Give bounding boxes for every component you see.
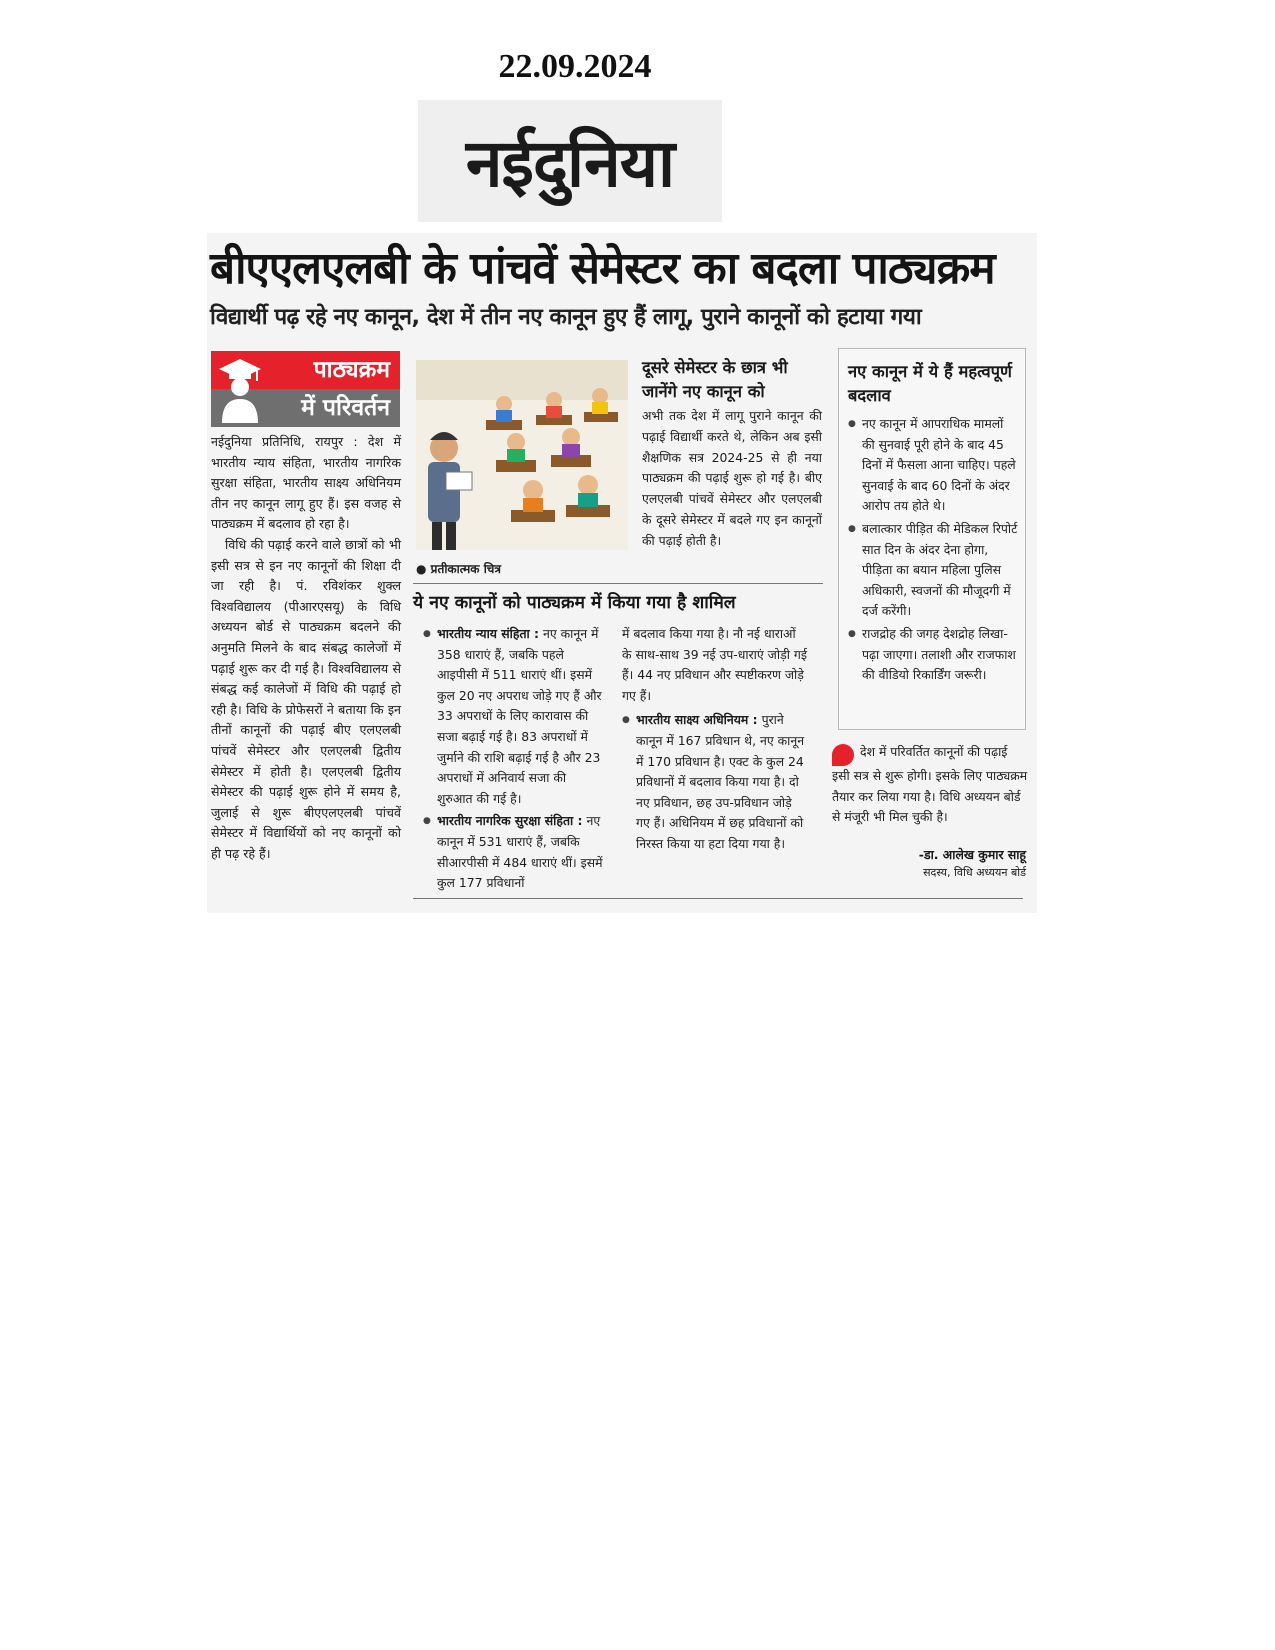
section-divider (413, 583, 823, 584)
masthead-logo-text: नईदुनिया (465, 125, 675, 202)
second-semester-body: अभी तक देश में लागू पुराने कानून की पढ़ाई विद्यार्थी करते थे, लेकिन अब इसी शैक्षणिक सत्र 2024-25 से ही नया पाठ्यक्रम की पढ़ाई शुरू हो गई है। बीए एलएलबी पांचवें सेमेस्टर और एलएलबी के दूसरे सेमेस्टर में बदले गए इन कानूनों की पढ़ाई होती है। (642, 408, 822, 548)
laws-column-left (423, 624, 605, 896)
list-item: ● राजद्रोह की जगह देशद्रोह लिखा-पढ़ा जाएगा। तलाशी और राजफाश की वीडियो रिकार्डिंग जरूरी। (848, 624, 1018, 686)
quote-text: देश में परिवर्तित कानूनों की पढ़ाई इसी सत्र से शुरू होगी। इसके लिए पाठ्यक्रम तैयार कर लिया गया है। विधि अध्ययन बोर्ड से मंजूरी भी मिल चुकी है। (832, 744, 1028, 825)
list-item: ● बलात्कार पीड़ित की मेडिकल रिपोर्ट सात दिन के अंदर देना होगा, पीड़िता का बयान महिला पुलिस अधिकारी, स्वजनों की मौजूदगी में दर्ज करेंगी। (848, 519, 1018, 622)
list-item: ● नए कानून में आपराधिक मामलों की सुनवाई पूरी होने के बाद 45 दिनों में फैसला आना चाहिए। पहले सुनवाई के बाद 60 दिनों के अंदर आरोप तय होते थे। (848, 414, 1018, 517)
sidebar-list (848, 414, 1018, 688)
laws-section-title: ये नए कानूनों को पाठ्यक्रम में किया गया है शामिल (413, 593, 736, 613)
article-headline: बीएएलएलबी के पांचवें सेमेस्टर का बदला पाठ्यक्रम (210, 243, 995, 294)
pull-quote (832, 742, 1028, 828)
list-item: ● भारतीय न्याय संहिता : नए कानून में 358 धाराएं हैं, जबकि पहले आइपीसी में 511 धाराएं थीं। इसमें कुल 20 नए अपराध जोड़े गए हैं और 33 अपराधों के लिए कारावास की सजा बढ़ाई गई है। 83 अपराधों में जुर्माने की राशि बढ़ाई गई है और 23 अपराधों में अनिवार्य सजा की शुरुआत की गई है। (423, 624, 605, 809)
article-subheadline: विद्यार्थी पढ़ रहे नए कानून, देश में तीन नए कानून हुए हैं लागू, पुराने कानूनों को हटाया गया (210, 304, 922, 330)
list-item-continuation: में बदलाव किया गया है। नौ नई धाराओं के साथ-साथ 39 नई उप-धाराएं जोड़ी गई हैं। 44 नए प्रविधान और स्पष्टीकरण जोड़े गए हैं। (622, 626, 807, 703)
graduate-icon (217, 355, 263, 423)
sidebar-title: नए कानून में ये हैं महत्वपूर्ण बदलाव (848, 362, 1012, 405)
quote-author-role: सदस्य, विधि अध्ययन बोर्ड (923, 866, 1026, 879)
page-date: 22.09.2024 (498, 48, 652, 85)
list-item: ● भारतीय साक्ष्य अधिनियम : पुराने कानून में 167 प्रविधान थे, नए कानून में 170 प्रविधान है। एक्ट के कुल 24 प्रविधानों में बदलाव किया गया है। दो नए प्रविधान, छह उप-प्रविधान जोड़े गए हैं। अधिनियम में छह प्रविधानों को निरस्त किया या हटा दिया गया है। (622, 710, 808, 854)
newspaper-masthead (418, 100, 722, 222)
main-article-column (211, 432, 401, 864)
section-tag-line1: पाठ्यक्रम (211, 351, 400, 389)
quote-author: -डा. आलेख कुमार साहू (918, 847, 1026, 862)
classroom-illustration (416, 360, 628, 550)
article-paragraph: नईदुनिया प्रतिनिधि, रायपुर : देश में भारतीय न्याय संहिता, भारतीय नागरिक सुरक्षा संहिता, भारतीय साक्ष्य अधिनियम तीन नए कानून लागू हुए हैं। इस वजह से पाठ्यक्रम में बदलाव हो रहा है। (211, 434, 401, 532)
photo-caption: ● प्रतीकात्मक चित्र (416, 562, 502, 576)
section-tag (211, 351, 400, 427)
article-paragraph: विधि की पढ़ाई करने वाले छात्रों को भी इसी सत्र से इन नए कानूनों की शिक्षा दी जा रही है। पं. रविशंकर शुक्ल विश्वविद्यालय (पीआरएसयू) के विधि अध्ययन बोर्ड से पाठ्यक्रम बदलने की अनुमति मिलने के बाद संबद्ध कालेजों में पढ़ाई शुरू कर दी गई है। विश्वविद्यालय से संबद्ध कई कालेजों में विधि की पढ़ाई हो रही है। विधि के प्रोफेसरों ने बताया कि इन तीनों कानूनों की पढ़ाई बीए एलएलबी पांचवें सेमेस्टर और एलएलबी द्वितीय सेमेस्टर में होती है। एलएलबी द्वितीय सेमेस्टर की पढ़ाई शुरू होने में समय है, जुलाई से शुरू बीएएलएलबी पांचवें सेमेस्टर में विद्यार्थियों को नए कानूनों को ही पढ़ रहे हैं। (211, 536, 401, 861)
laws-column-right (622, 624, 808, 857)
second-semester-title: दूसरे सेमेस्टर के छात्र भी जानेंगे नए कानून को (642, 358, 788, 401)
bottom-divider (413, 898, 1023, 899)
quote-icon (832, 744, 854, 766)
list-item: ● भारतीय नागरिक सुरक्षा संहिता : नए कानून में 531 धाराएं हैं, जबकि सीआरपीसी में 484 धाराएं थीं। इसमें कुल 177 प्रविधानों (423, 811, 605, 893)
quote-attribution (900, 846, 1026, 882)
section-tag-line2: में परिवर्तन (211, 389, 400, 427)
